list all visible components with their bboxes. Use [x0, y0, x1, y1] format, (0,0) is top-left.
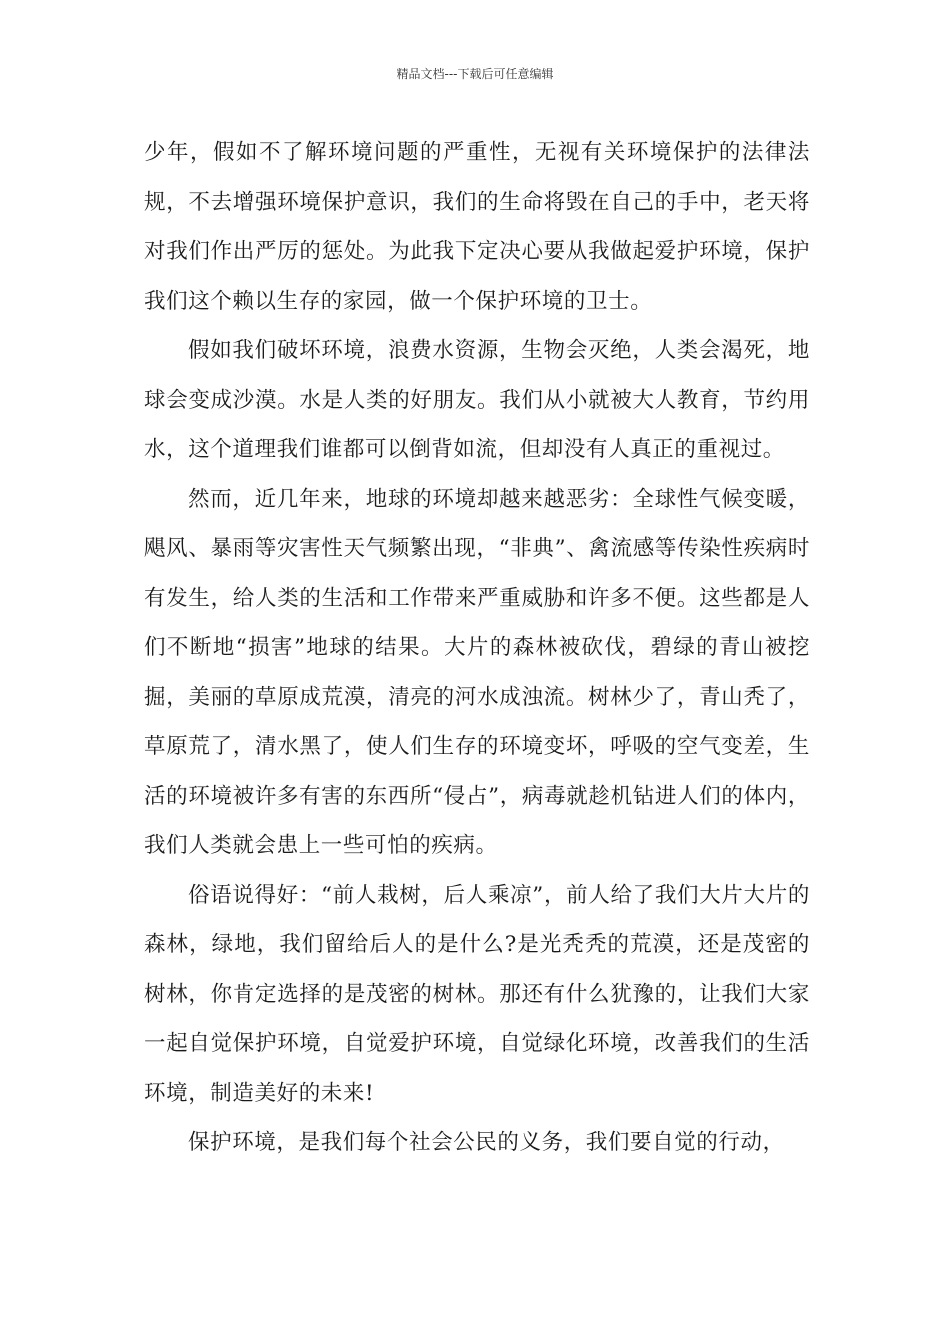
- paragraph-1: 少年，假如不了解环境问题的严重性，无视有关环境保护的法律法规，不去增强环境保护意识，我们的生命将毁在自己的手中，老天将对我们作出严厉的惩处。为此我下定决心要从我做起爱护环境，保护我们这个赖以生存的家园，做一个保护环境的卫士。: [144, 140, 810, 314]
- paragraph-4: 俗语说得好：“前人栽树，后人乘凉”，前人给了我们大片大片的森林，绿地，我们留给后人的是什么?是光秃秃的荒漠，还是茂密的树林，你肯定选择的是茂密的树林。那还有什么犹豫的，让我们大家一起自觉保护环境，自觉爱护环境，自觉绿化环境，改善我们的生活环境，制造美好的未来!: [144, 882, 810, 1106]
- paragraph-3: 然而，近几年来，地球的环境却越来越恶劣：全球性气候变暖，飓风、暴雨等灾害性天气频繁出现，“非典”、禽流感等传染性疾病时有发生，给人类的生活和工作带来严重威胁和许多不便。这些都是人们不断地“损害”地球的结果。大片的森林被砍伐，碧绿的青山被挖掘，美丽的草原成荒漠，清亮的河水成浊流。树林少了，青山秃了，草原荒了，清水黑了，使人们生存的环境变坏，呼吸的空气变差，生活的环境被许多有害的东西所“侵占”，病毒就趁机钻进人们的体内，我们人类就会患上一些可怕的疾病。: [144, 486, 810, 858]
- page-header: 精品文档---下载后可任意编辑: [396, 67, 554, 81]
- paragraph-5: 保护环境，是我们每个社会公民的义务，我们要自觉的行动，: [188, 1130, 785, 1155]
- paragraph-2: 假如我们破坏环境，浪费水资源，生物会灭绝，人类会渴死，地球会变成沙漠。水是人类的好朋友。我们从小就被大人教育，节约用水，这个道理我们谁都可以倒背如流，但却没有人真正的重视过。: [144, 338, 810, 462]
- document-body: [144, 128, 810, 1168]
